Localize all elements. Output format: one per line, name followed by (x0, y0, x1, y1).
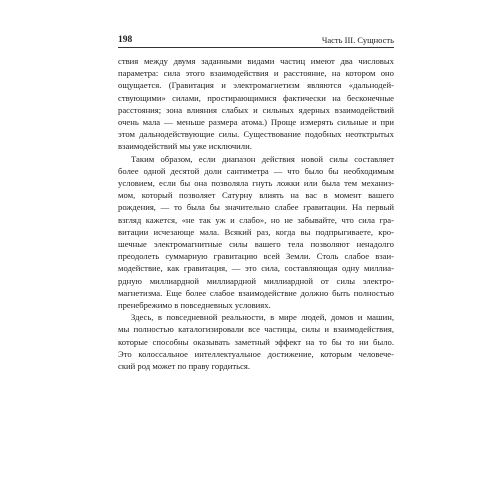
page-header (118, 34, 394, 47)
text-line: модействие, как гравитация, — это сила, составляющая одну миллиа- (118, 263, 394, 274)
paragraph-3 (118, 311, 394, 372)
text-line: которые способны оказывать заметный эффект на то бы то ни было. (118, 336, 394, 347)
text-line: условием, если бы она позволяла гнуть ложки или была тем механиз- (118, 178, 394, 189)
text-line: параметра: сила этого взаимодействия и расстояние, на котором оно (118, 68, 394, 79)
text-line: шечные электромагнитные силы вашего тела позволяют ненадолго (118, 239, 394, 250)
text-line: более одной десятой доли сантиметра — что было бы необходимым (118, 165, 394, 176)
page-number: 198 (118, 35, 133, 45)
text-line: ощущается. (Гравитация и электромагнетизм являются «дальнодей- (118, 80, 394, 91)
paragraph-2 (118, 153, 394, 312)
header-rule (118, 47, 394, 48)
text-line: ствия между двумя заданными видами частиц имеют два числовых (118, 56, 394, 66)
body-text (118, 55, 394, 372)
text-line: ский род может по праву гордиться. (118, 361, 251, 372)
text-line: Здесь, в повседневной реальности, в мире людей, домов и машин, (131, 312, 394, 323)
text-line: пренебрежимо в повседневных условиях. (118, 300, 271, 311)
text-line: Это колоссальное интеллектуальное достижение, которым человече- (118, 348, 394, 359)
text-line: преодолеть суммарную гравитацию всей Земли. Столь слабое взаи- (118, 251, 394, 262)
text-line: взаимодействий мы уже исключили. (118, 141, 252, 152)
paragraph-1 (118, 55, 394, 153)
text-line: взгляд кажется, «не так уж и слабо», но не забывайте, что сила гра- (118, 214, 394, 225)
text-line: магнетизма. Еще более слабое взаимодействие должно быть полностью (118, 287, 394, 298)
text-line: ствующими» силами, простирающимися фактически на бесконечные (118, 92, 394, 103)
text-line: очень мала — меньше размера атома.) Проще измерять сильные и при (118, 117, 394, 128)
text-line: мом, который позволяет Сатурну влиять на вас в момент вашего (118, 190, 394, 201)
text-line: рдную миллиардной миллиардной миллиардной от силы электро- (118, 275, 394, 286)
text-line: расстояния; зона влияния слабых и сильных ядерных взаимодействий (118, 104, 394, 115)
text-line: рождения, — то была бы значительно слабее гравитации. На первый (118, 202, 394, 213)
text-line: витации исчезающе мала. Всякий раз, когда вы подпрыгиваете, кро- (118, 226, 394, 237)
text-line: этом дальнодействующие силы. Существование подобных неотктрытых (118, 129, 394, 140)
running-head: Часть III. Сущность (321, 35, 394, 45)
text-line: Таким образом, если диапазон действия новой силы составляет (131, 153, 394, 164)
text-line: мы полностью каталогизировали все частицы, силы и взаимодействия, (118, 324, 394, 335)
